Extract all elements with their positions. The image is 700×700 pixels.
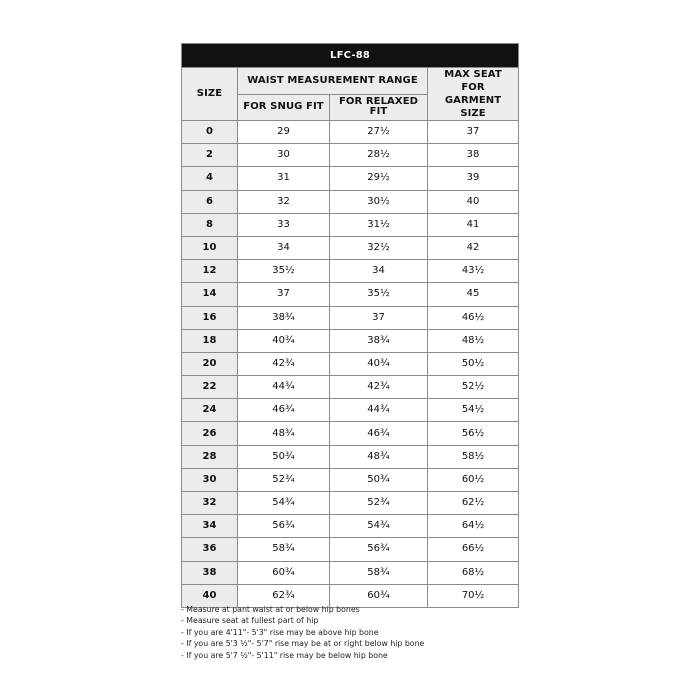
size-chart — [181, 43, 518, 608]
size-cell: 16 — [182, 306, 238, 329]
max-seat-cell: 46½ — [428, 306, 519, 329]
max-seat-cell: 42 — [428, 236, 519, 259]
max-seat-cell: 62½ — [428, 492, 519, 515]
max-seat-cell: 70½ — [428, 584, 519, 607]
table-row — [182, 144, 519, 167]
snug-fit-cell: 40¾ — [238, 329, 330, 352]
table-row — [182, 167, 519, 190]
max-seat-cell: 38 — [428, 144, 519, 167]
snug-fit-cell: 52¾ — [238, 468, 330, 491]
relaxed-fit-cell: 44¾ — [330, 399, 428, 422]
snug-fit-cell: 48¾ — [238, 422, 330, 445]
table-row — [182, 190, 519, 213]
relaxed-fit-cell: 38¾ — [330, 329, 428, 352]
table-row — [182, 213, 519, 236]
snug-fit-cell: 35½ — [238, 260, 330, 283]
max-seat-cell: 39 — [428, 167, 519, 190]
max-seat-cell: 66½ — [428, 538, 519, 561]
table-row — [182, 492, 519, 515]
max-seat-cell: 64½ — [428, 515, 519, 538]
size-cell: 34 — [182, 515, 238, 538]
table-row — [182, 445, 519, 468]
size-cell: 26 — [182, 422, 238, 445]
snug-fit-cell: 46¾ — [238, 399, 330, 422]
relaxed-fit-cell: 60¾ — [330, 584, 428, 607]
table-row — [182, 515, 519, 538]
snug-fit-cell: 32 — [238, 190, 330, 213]
relaxed-fit-cell: 27½ — [330, 121, 428, 144]
size-cell: 0 — [182, 121, 238, 144]
max-seat-cell: 37 — [428, 121, 519, 144]
waist-measurement-header: WAIST MEASUREMENT RANGE — [238, 68, 428, 95]
table-row — [182, 306, 519, 329]
size-cell: 10 — [182, 236, 238, 259]
note-line: - If you are 5'3 ½"- 5'7" rise may be at or right below hip bone — [181, 639, 425, 649]
snug-fit-cell: 34 — [238, 236, 330, 259]
relaxed-fit-cell: 50¾ — [330, 468, 428, 491]
table-row — [182, 260, 519, 283]
max-seat-cell: 40 — [428, 190, 519, 213]
max-seat-cell: 45 — [428, 283, 519, 306]
relaxed-fit-header: FOR RELAXED FIT — [330, 94, 428, 121]
relaxed-fit-cell: 29½ — [330, 167, 428, 190]
note-line: - Measure at pant waist at or below hip bones — [181, 605, 360, 614]
note-line: - Measure seat at fullest part of hip — [181, 616, 319, 626]
relaxed-fit-cell: 35½ — [330, 283, 428, 306]
size-cell: 8 — [182, 213, 238, 236]
size-cell: 32 — [182, 492, 238, 515]
max-seat-cell: 56½ — [428, 422, 519, 445]
relaxed-fit-cell: 48¾ — [330, 445, 428, 468]
snug-fit-cell: 50¾ — [238, 445, 330, 468]
snug-fit-header: FOR SNUG FIT — [238, 94, 330, 121]
size-cell: 6 — [182, 190, 238, 213]
max-seat-header: MAX SEAT FOR GARMENT SIZE — [428, 68, 519, 121]
relaxed-fit-cell: 37 — [330, 306, 428, 329]
snug-fit-cell: 31 — [238, 167, 330, 190]
size-cell: 40 — [182, 584, 238, 607]
snug-fit-cell: 58¾ — [238, 538, 330, 561]
snug-fit-cell: 38¾ — [238, 306, 330, 329]
note-line: - If you are 5'7 ½"- 5'11" rise may be below hip bone — [181, 650, 388, 660]
size-cell: 30 — [182, 468, 238, 491]
max-seat-cell: 41 — [428, 213, 519, 236]
size-header: SIZE — [182, 68, 238, 121]
relaxed-fit-cell: 31½ — [330, 213, 428, 236]
relaxed-fit-cell: 42¾ — [330, 376, 428, 399]
size-cell: 14 — [182, 283, 238, 306]
relaxed-fit-cell: 40¾ — [330, 352, 428, 375]
size-cell: 22 — [182, 376, 238, 399]
relaxed-fit-cell: 58¾ — [330, 561, 428, 584]
size-cell: 12 — [182, 260, 238, 283]
relaxed-fit-cell: 32½ — [330, 236, 428, 259]
snug-fit-cell: 30 — [238, 144, 330, 167]
size-cell: 28 — [182, 445, 238, 468]
table-row — [182, 236, 519, 259]
table-row — [182, 329, 519, 352]
measurement-notes — [181, 604, 521, 661]
max-seat-cell: 43½ — [428, 260, 519, 283]
max-seat-cell: 48½ — [428, 329, 519, 352]
table-row — [182, 561, 519, 584]
size-cell: 38 — [182, 561, 238, 584]
relaxed-fit-cell: 34 — [330, 260, 428, 283]
table-row — [182, 283, 519, 306]
snug-fit-cell: 44¾ — [238, 376, 330, 399]
table-row — [182, 468, 519, 491]
relaxed-fit-cell: 52¾ — [330, 492, 428, 515]
relaxed-fit-cell: 28½ — [330, 144, 428, 167]
snug-fit-cell: 33 — [238, 213, 330, 236]
size-table — [181, 43, 519, 608]
max-seat-cell: 68½ — [428, 561, 519, 584]
table-row — [182, 399, 519, 422]
table-row — [182, 538, 519, 561]
table-body — [182, 121, 519, 608]
snug-fit-cell: 62¾ — [238, 584, 330, 607]
snug-fit-cell: 56¾ — [238, 515, 330, 538]
table-row — [182, 352, 519, 375]
max-seat-cell: 58½ — [428, 445, 519, 468]
max-seat-cell: 50½ — [428, 352, 519, 375]
size-cell: 2 — [182, 144, 238, 167]
snug-fit-cell: 37 — [238, 283, 330, 306]
snug-fit-cell: 60¾ — [238, 561, 330, 584]
relaxed-fit-cell: 56¾ — [330, 538, 428, 561]
size-cell: 24 — [182, 399, 238, 422]
size-cell: 18 — [182, 329, 238, 352]
relaxed-fit-cell: 30½ — [330, 190, 428, 213]
table-row — [182, 422, 519, 445]
table-row — [182, 376, 519, 399]
max-seat-cell: 52½ — [428, 376, 519, 399]
snug-fit-cell: 29 — [238, 121, 330, 144]
table-title: LFC-88 — [182, 44, 519, 68]
max-seat-cell: 60½ — [428, 468, 519, 491]
size-cell: 4 — [182, 167, 238, 190]
relaxed-fit-cell: 54¾ — [330, 515, 428, 538]
note-line: - If you are 4'11"- 5'3" rise may be above hip bone — [181, 627, 379, 637]
relaxed-fit-cell: 46¾ — [330, 422, 428, 445]
table-row — [182, 121, 519, 144]
snug-fit-cell: 54¾ — [238, 492, 330, 515]
size-cell: 20 — [182, 352, 238, 375]
size-cell: 36 — [182, 538, 238, 561]
max-seat-cell: 54½ — [428, 399, 519, 422]
snug-fit-cell: 42¾ — [238, 352, 330, 375]
